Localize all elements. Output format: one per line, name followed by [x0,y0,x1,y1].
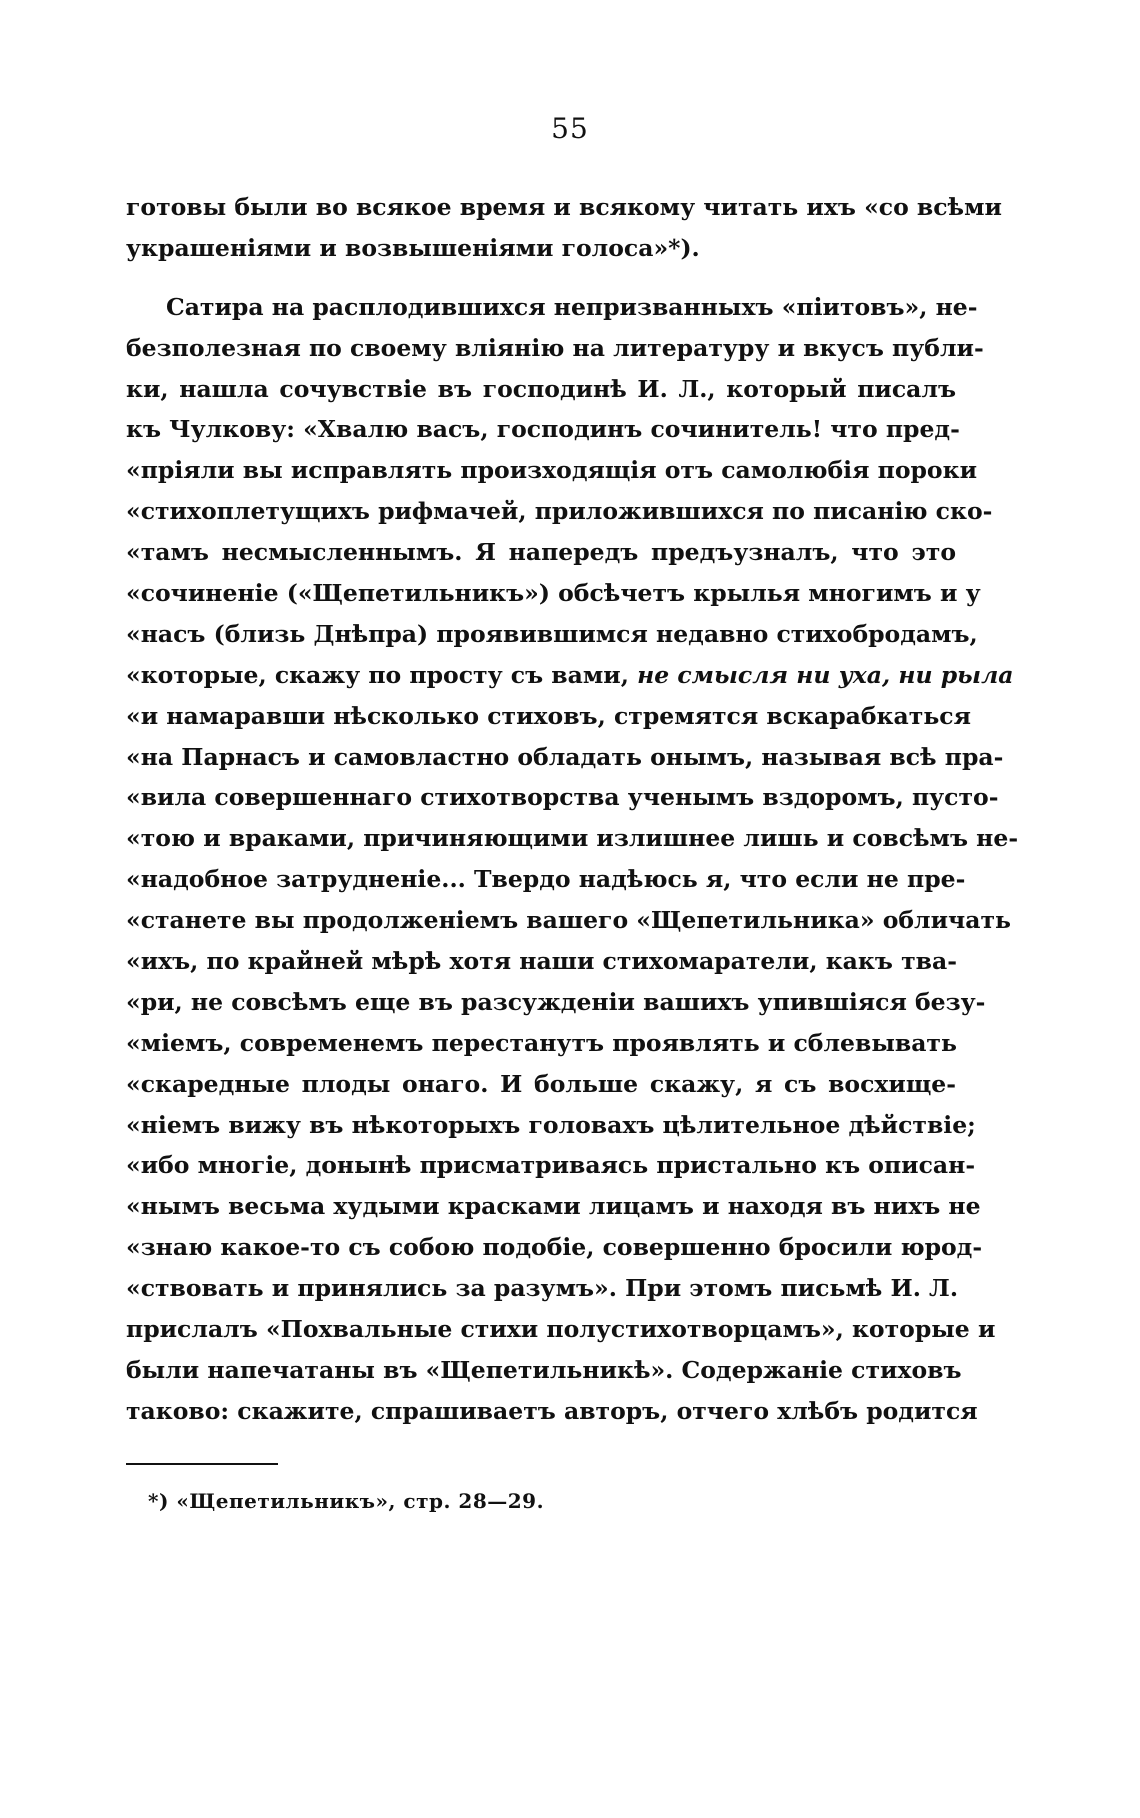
paragraph-gap [126,269,956,287]
text-line: безполезная по своему вліянію на литературу и вкусъ публи- [126,333,984,362]
body-text [126,187,1019,1432]
text-line: готовы были во всякое время и всякому читать ихъ «со всѣми [126,193,1002,221]
text-line: таково: скажите, спрашиваетъ авторъ, отчего хлѣбъ родится [126,1396,978,1425]
text-line: «и намаравши нѣсколько стиховъ, стремятся вскарабкаться [126,701,971,730]
text-line: были напечатаны въ «Щепетильникѣ». Содержаніе стиховъ [126,1355,962,1384]
text-line: «тою и враками, причиняющими излишнее лишь и совсѣмъ не- [126,824,1019,853]
text-line: прислалъ «Похвальные стихи полустихотворцамъ», которые и [126,1315,996,1344]
footnote: *) «Щепетильникъ», стр. 28—29. [148,1489,545,1513]
text-line: «ніемъ вижу въ нѣкоторыхъ головахъ цѣлительное дѣйствіе; [126,1110,976,1139]
text-line: «ствовать и принялись за разумъ». При этомъ письмѣ И. Л. [126,1274,959,1303]
text-line-with-italic [126,655,1014,696]
text-line: «міемъ, современемъ перестанутъ проявлять и сблевывать [126,1028,957,1057]
text-line: «надобное затрудненіе... Твердо надѣюсь я, что если не пре- [126,865,966,894]
text-line: «станете вы продолженіемъ вашего «Щепетильника» обличать [126,906,1011,935]
text-line: «скаредные плоды онаго. И больше скажу, я съ восхище- [126,1069,956,1098]
text-line: къ Чулкову: «Хвалю васъ, господинъ сочинитель! что пред- [126,415,960,444]
text-line: «вила совершеннаго стихотворства ученымъ вздоромъ, пусто- [126,783,999,812]
footnote-divider [126,1463,278,1465]
text-line: «нымъ весьма худыми красками лицамъ и находя въ нихъ не [126,1192,981,1221]
text-line: «стихоплетущихъ рифмачей, приложившихся по писанію ско- [126,497,993,526]
text-line: «ихъ, по крайней мѣрѣ хотя наши стихомаратели, какъ тва- [126,947,957,976]
text-line: «знаю какое-то съ собою подобіе, совершенно бросили юрод- [126,1233,983,1262]
text-line: Сатира на расплодившихся непризванныхъ «пiитовъ», не- [166,292,978,321]
text-line: «ри, не совсѣмъ еще въ разсужденіи вашихъ упившіяся безу- [126,987,986,1016]
text-fragment: «которые, скажу по просту съ вами, [126,660,638,689]
text-line: «на Парнасъ и самовластно обладать онымъ, называя всѣ пра- [126,742,1004,771]
text-line: «насъ (близь Днѣпра) проявившимся недавно стихобродамъ, [126,619,978,648]
page-number: 55 [551,112,589,145]
text-line: «пріяли вы исправлять произходящія отъ самолюбія пороки [126,456,978,485]
text-line: «ибо многіе, донынѣ присматриваясь пристально къ описан- [126,1151,976,1180]
text-line: украшеніями и возвышеніями голоса»*). [126,233,700,262]
italic-phrase: не смысля ни уха, ни рыла [637,660,1014,689]
text-line: «тамъ несмысленнымъ. Я напередъ предъузналъ, что это [126,538,956,567]
text-line: ки, нашла сочувствіе въ господинѣ И. Л., который писалъ [126,374,956,403]
text-line: «сочиненіе («Щепетильникъ») обсѣчетъ крылья многимъ и у [126,579,981,608]
